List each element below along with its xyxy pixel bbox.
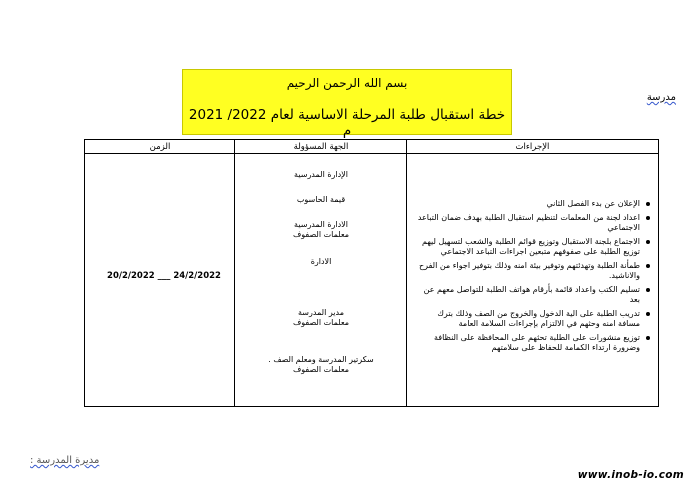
- procedure-item: الإعلان عن بدء الفصل الثاني: [415, 199, 650, 210]
- responsible-line: قيمة الحاسوب: [296, 195, 346, 204]
- procedure-item: تسليم الكتب واعداد قائمة بأرقام هواتف الطلبة للتواصل معهم عن بعد: [415, 285, 650, 306]
- responsible-line: الإدارة المدرسية: [294, 170, 348, 179]
- responsible-line: مدير المدرسة: [297, 308, 344, 317]
- procedure-item: تدريب الطلبة على الية الدخول والخروج من الصف وذلك بترك مسافة امنه وحثهم في الالتزام بإجراءات السلامة العامة: [415, 309, 650, 330]
- responsible-entry: [235, 195, 407, 205]
- responsible-line: سكرتير المدرسة ومعلم الصف .: [268, 355, 374, 364]
- procedure-item: توزيع منشورات على الطلبة تحثهم على المحافظة على النظافة وضرورة ارتداء الكمامة للحفاظ على سلامتهم: [415, 333, 650, 354]
- procedure-item: الاجتماع بلجنة الاستقبال وتوزيع قوائم الطلبة والشعب لتسهيل ليهم توزيع الطلبة على صفوفهم متبعين اجراءات التباعد الاجتماعي: [415, 237, 650, 258]
- responsible-line: الادارة المدرسية: [294, 220, 348, 229]
- time-range: 20/2/2022 ___ 24/2/2022: [107, 271, 221, 281]
- responsible-entry: [235, 355, 407, 375]
- procedures-list: [415, 199, 650, 357]
- responsible-line: معلمات الصفوف: [293, 230, 349, 239]
- basmala: بسم الله الرحمن الرحيم: [286, 76, 408, 90]
- responsible-line: معلمات الصفوف: [293, 365, 349, 374]
- plan-title: خطة استقبال طلبة المرحلة الاساسية لعام 2022/ 2021 م: [188, 107, 506, 139]
- header-time: الزمن: [85, 140, 235, 154]
- responsible-entry: [235, 220, 407, 240]
- responsible-entry: [235, 170, 407, 180]
- responsible-entry: [235, 257, 407, 267]
- header-procedures: الإجراءات: [407, 140, 658, 154]
- procedures-cell: [407, 154, 658, 406]
- director-signature-label: مديرة المدرسة :: [30, 455, 100, 466]
- procedure-item: طمأنة الطلبة وتهدئتهم وتوفير بيئة امنه وذلك بتوفير اجواء من الفرح والاناشيد.: [415, 261, 650, 282]
- responsible-entry: [235, 308, 407, 328]
- responsible-cell: [235, 154, 407, 406]
- procedure-item: اعداد لجنة من المعلمات لتنظيم استقبال الطلبة بهدف ضمان التباعد الاجتماعي: [415, 213, 650, 234]
- website-link[interactable]: www.inob-io.com: [577, 469, 684, 481]
- responsible-line: الادارة: [310, 257, 332, 266]
- title-box: [182, 69, 512, 139]
- responsible-line: معلمات الصفوف: [293, 318, 349, 327]
- plan-table: [84, 139, 659, 407]
- school-label: مدرسة: [646, 92, 676, 103]
- header-responsible: الجهة المسؤولة: [235, 140, 407, 154]
